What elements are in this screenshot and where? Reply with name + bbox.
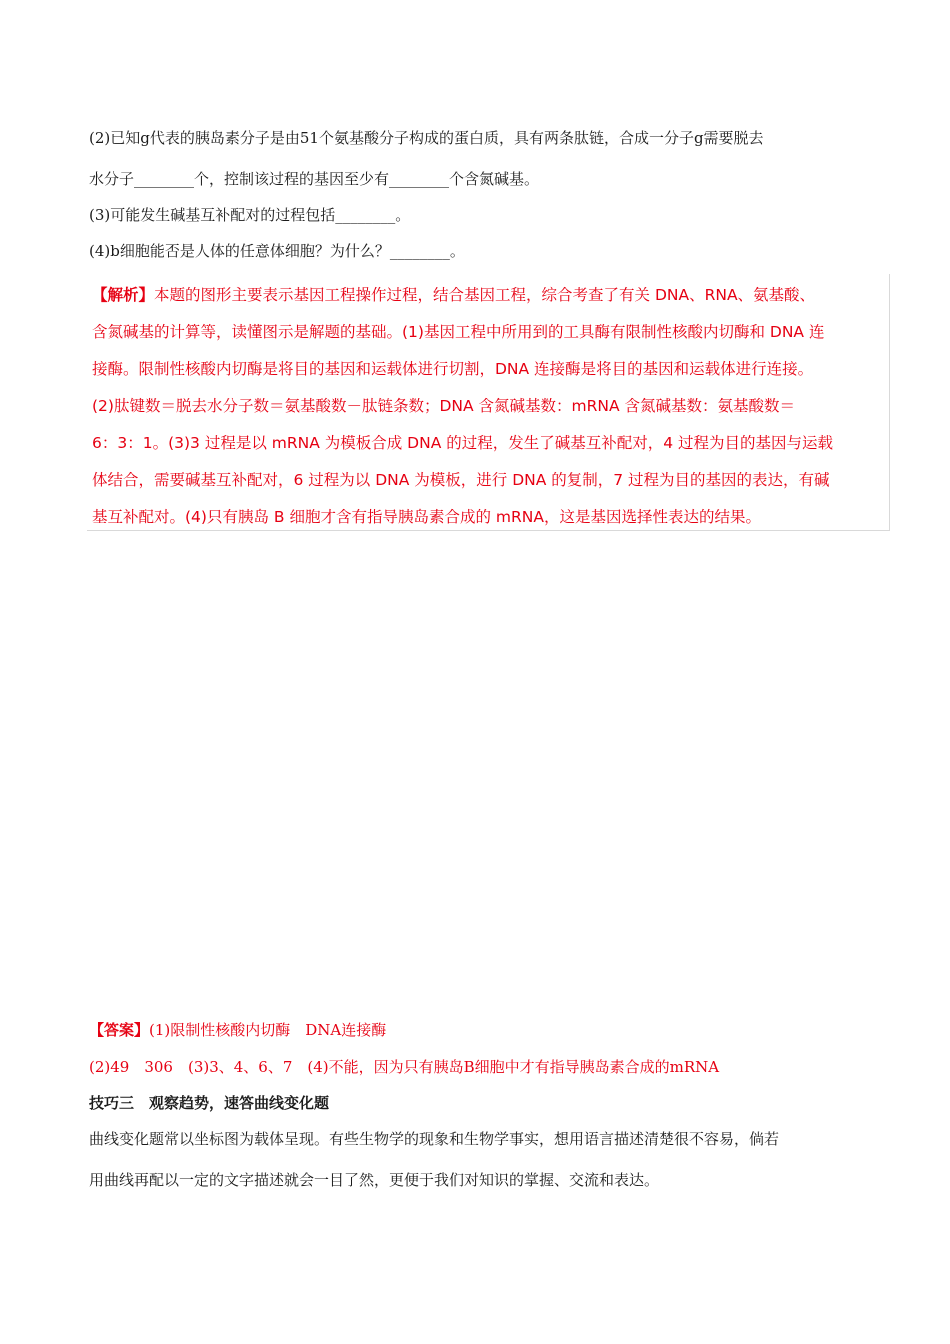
question-2-line-2: 水分子________个，控制该过程的基因至少有________个含氮碱基。 (89, 170, 540, 188)
analysis-line-2: 含氮碱基的计算等，读懂图示是解题的基础。(1)基因工程中所用到的工具酶有限制性核酸内切酶和 DNA 连 (92, 323, 825, 341)
question-4: (4)b细胞能否是人体的任意体细胞？为什么？________。 (89, 242, 465, 260)
answer-text-1: (1)限制性核酸内切酶 DNA连接酶 (149, 1021, 387, 1039)
section-title: 技巧三 观察趋势，速答曲线变化题 (89, 1094, 330, 1112)
analysis-line-7: 基互补配对。(4)只有胰岛 B 细胞才含有指导胰岛素合成的 mRNA，这是基因选择性表达的结果。 (92, 508, 761, 526)
analysis-line-5: 6：3：1。(3)3 过程是以 mRNA 为模板合成 DNA 的过程，发生了碱基互补配对，4 过程为目的基因与运载 (92, 434, 834, 452)
answer-line-2: (2)49 306 (3)3、4、6、7 (4)不能，因为只有胰岛B细胞中才有指导胰岛素合成的mRNA (89, 1058, 720, 1076)
analysis-text-1: 本题的图形主要表示基因工程操作过程，结合基因工程，综合考查了有关 DNA、RNA、氨基酸、 (154, 286, 816, 304)
answer-tag: 【答案】 (89, 1021, 150, 1039)
question-2-line-1: (2)已知g代表的胰岛素分子是由51个氨基酸分子构成的蛋白质，具有两条肽链，合成一分子g需要脱去 (89, 129, 764, 147)
analysis-line-4: (2)肽键数＝脱去水分子数＝氨基酸数－肽链条数；DNA 含氮碱基数：mRNA 含氮碱基数：氨基酸数＝ (92, 397, 796, 415)
analysis-line-3: 接酶。限制性核酸内切酶是将目的基因和运载体进行切割，DNA 连接酶是将目的基因和运载体进行连接。 (92, 360, 814, 378)
analysis-tag: 【解析】 (92, 286, 155, 304)
analysis-box (87, 274, 890, 531)
analysis-line-6: 体结合，需要碱基互补配对，6 过程为以 DNA 为模板，进行 DNA 的复制，7 过程为目的基因的表达，有碱 (92, 471, 830, 489)
answer-line-1 (89, 1020, 386, 1040)
section-paragraph-line-1: 曲线变化题常以坐标图为载体呈现。有些生物学的现象和生物学事实，想用语言描述清楚很不容易，倘若 (89, 1130, 780, 1148)
question-3: (3)可能发生碱基互补配对的过程包括________。 (89, 206, 411, 224)
analysis-line-1 (92, 284, 882, 306)
section-paragraph-line-2: 用曲线再配以一定的文字描述就会一目了然，更便于我们对知识的掌握、交流和表达。 (89, 1171, 660, 1189)
